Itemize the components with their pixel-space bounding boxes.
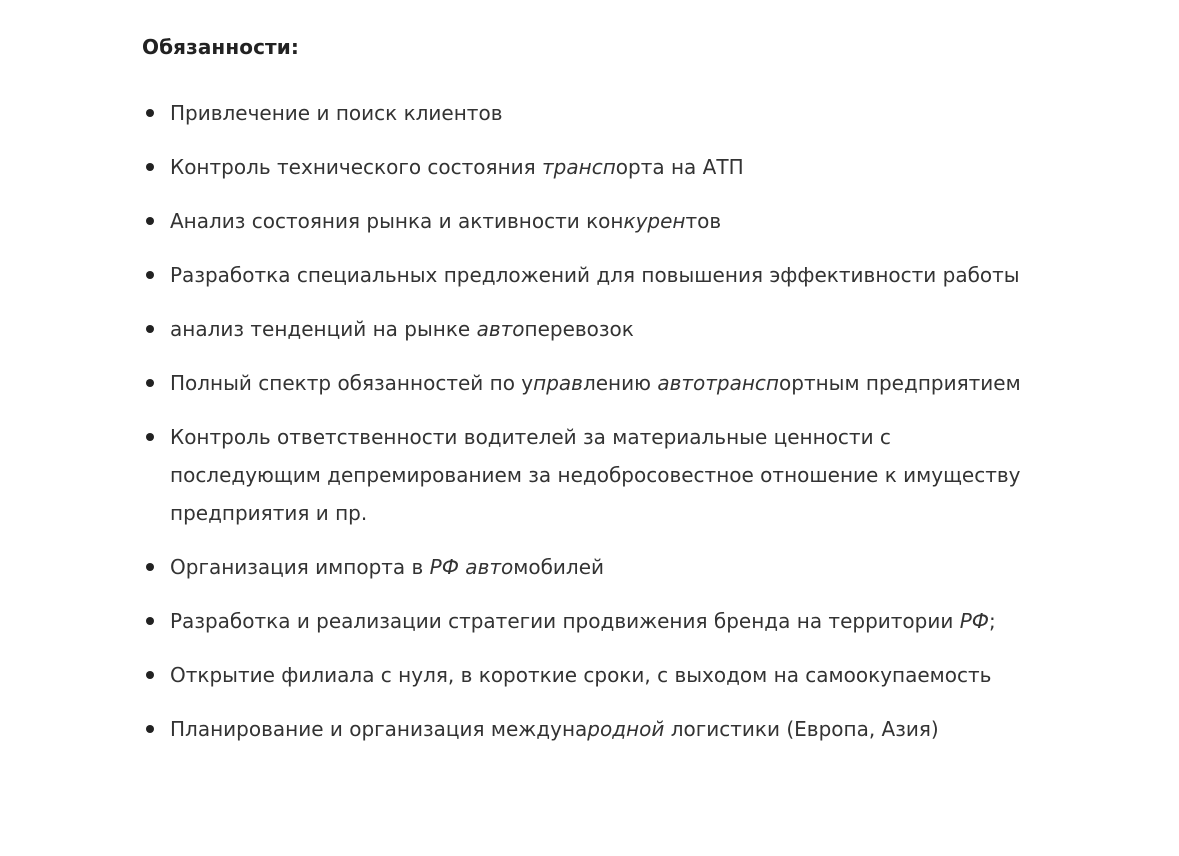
list-item [142,656,1022,694]
list-item-text: Планирование и организация международной логистики (Европа, Азия) [170,717,939,741]
italic-fragment: прав [533,371,583,395]
list-item-text: Разработка и реализации стратегии продвижения бренда на территории РФ; [170,609,996,633]
list-item [142,94,1022,132]
list-item [142,202,1022,240]
bullet-icon [146,217,154,225]
list-item [142,418,1022,532]
list-item-text: Разработка специальных предложений для повышения эффективности работы [170,263,1020,287]
section-heading: Обязанности: [142,35,299,59]
list-item [142,548,1022,586]
bullet-icon [146,271,154,279]
list-item-text: Открытие филиала с нуля, в короткие сроки, с выходом на самоокупаемость [170,663,992,687]
italic-fragment: автотрансп [657,371,780,395]
list-item-text: Контроль технического состояния транспорта на АТП [170,155,744,179]
italic-fragment: трансп [542,155,616,179]
duties-section [142,33,1022,764]
bullet-icon [146,433,154,441]
bullet-icon [146,725,154,733]
list-item-text: анализ тенденций на рынке автоперевозок [170,317,634,341]
list-item [142,310,1022,348]
bullet-icon [146,671,154,679]
italic-fragment: родной [587,717,665,741]
list-item [142,148,1022,186]
italic-fragment: РФ авто [429,555,514,579]
list-item-text: Привлечение и поиск клиентов [170,101,503,125]
list-item [142,256,1022,294]
duties-list [142,94,1022,748]
italic-fragment: РФ [959,609,989,633]
bullet-icon [146,109,154,117]
bullet-icon [146,617,154,625]
list-item-text: Анализ состояния рынка и активности конкурентов [170,209,722,233]
italic-fragment: курен [623,209,686,233]
bullet-icon [146,379,154,387]
list-item-text: Полный спектр обязанностей по управлению автотранспортным предприятием [170,371,1021,395]
list-item [142,364,1022,402]
list-item-text: Организация импорта в РФ автомобилей [170,555,604,579]
bullet-icon [146,563,154,571]
italic-fragment: авто [476,317,525,341]
list-item-text: Контроль ответственности водителей за материальные ценности с последующим депремированием за недобросовестное отношение к имуществу предприятия и пр. [170,425,1021,525]
list-item [142,602,1022,640]
list-item [142,710,1022,748]
bullet-icon [146,325,154,333]
bullet-icon [146,163,154,171]
